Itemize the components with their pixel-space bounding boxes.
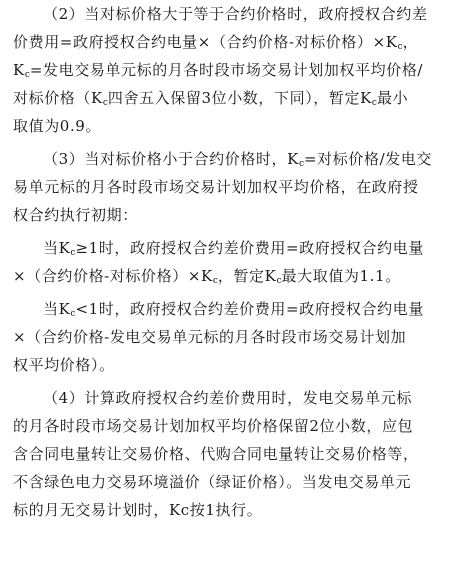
subscript: c <box>298 159 304 169</box>
subscript: c <box>102 98 108 108</box>
text-run: 当K <box>43 300 71 318</box>
subscript: c <box>70 309 76 319</box>
text-run: 取值为0.9。 <box>13 117 102 135</box>
text-run: K <box>13 61 25 79</box>
text-line <box>13 262 445 290</box>
subscript: c <box>276 276 282 286</box>
text-line <box>13 384 445 412</box>
text-run: ，暂定K <box>217 267 277 285</box>
text-run: ≥1时，政府授权合约差价费用=政府授权合约电量 <box>75 239 424 257</box>
subscript: c <box>24 70 30 80</box>
text-line <box>13 412 445 440</box>
text-run: <1时，政府授权合约差价费用=政府授权合约电量 <box>75 300 424 318</box>
subscript: c <box>371 98 377 108</box>
text-run: （3）当对标价格小于合约价格时，K <box>43 150 299 168</box>
text-line <box>13 323 445 351</box>
text-run: 的月各时段市场交易计划加权平均价格保留2位小数，应包 <box>13 417 414 435</box>
text-line <box>13 173 445 201</box>
text-line <box>13 295 445 323</box>
text-run: ×（合约价格-对标价格）×K <box>13 267 213 285</box>
text-run: 最小 <box>376 89 409 107</box>
text-line <box>13 0 445 28</box>
text-run: 对标价格（K <box>13 89 103 107</box>
text-run: （2）当对标价格大于等于合约价格时，政府授权合约差 <box>43 5 428 23</box>
text-run: 四舍五入保留3位小数，下同），暂定K <box>107 89 372 107</box>
subscript: c <box>397 42 403 52</box>
text-run: 最大取值为1.1。 <box>281 267 401 285</box>
text-run: 权合约执行初期： <box>13 206 138 224</box>
text-line <box>13 440 445 468</box>
text-run: 标的月无交易计划时，Kc按1执行。 <box>13 501 263 519</box>
text-run: =对标价格/发电交 <box>304 150 433 168</box>
text-run: 当K <box>43 239 71 257</box>
text-run: 价费用=政府授权合约电量×（合约价格-对标价格）×K <box>13 33 398 51</box>
text-run: 不含绿色电力交易环境溢价（绿证价格）。当发电交易单元 <box>13 473 412 491</box>
text-run: （4）计算政府授权合约差价费用时，发电交易单元标 <box>43 389 412 407</box>
text-run: 权平均价格）。 <box>13 356 115 374</box>
text-line <box>13 56 445 84</box>
text-run: 含合同电量转让交易价格、代购合同电量转让交易价格等， <box>13 445 419 463</box>
text-line <box>13 28 445 56</box>
text-line <box>13 84 445 112</box>
subscript: c <box>212 276 218 286</box>
paragraph-item-4 <box>13 384 445 524</box>
text-run: =发电交易单元标的月各时段市场交易计划加权平均价格/ <box>29 61 424 79</box>
subscript: c <box>70 248 76 258</box>
text-line <box>13 112 445 140</box>
paragraph-item-2 <box>13 0 445 140</box>
text-run: ×（合约价格-发电交易单元标的月各时段市场交易计划加 <box>13 328 407 346</box>
document-body <box>13 0 445 524</box>
text-line <box>13 468 445 496</box>
text-line <box>13 351 445 379</box>
paragraph-case-kc-lt-1 <box>13 295 445 379</box>
paragraph-case-kc-ge-1 <box>13 234 445 290</box>
text-line <box>13 234 445 262</box>
text-line <box>13 496 445 524</box>
text-run: ， <box>402 33 419 51</box>
text-line <box>13 201 445 229</box>
text-line <box>13 145 445 173</box>
paragraph-item-3 <box>13 145 445 229</box>
text-run: 易单元标的月各时段市场交易计划加权平均价格，在政府授 <box>13 178 419 196</box>
